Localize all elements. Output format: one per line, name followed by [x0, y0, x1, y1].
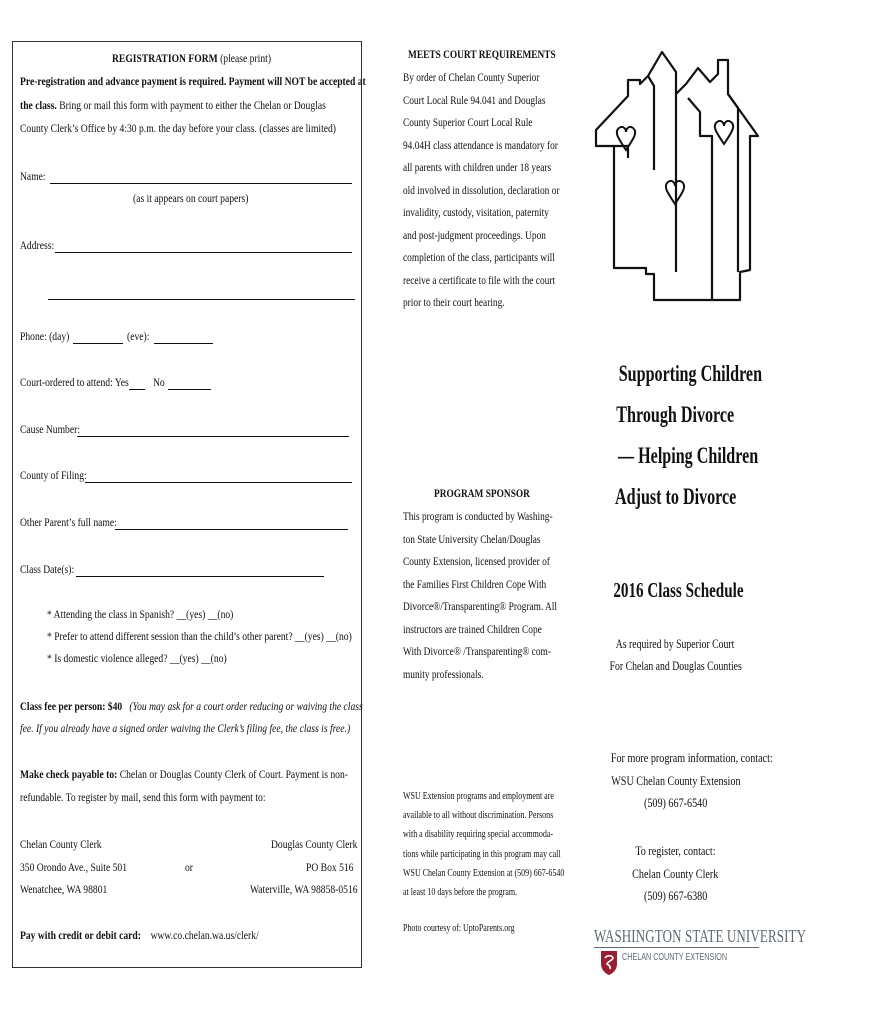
address-field-1[interactable]	[55, 252, 352, 253]
nondiscrimination-line: with a disability requiring special accommoda-	[403, 829, 554, 841]
pay-url-link[interactable]: www.co.chelan.wa.us/clerk/	[150, 928, 259, 942]
name-hint: (as it appears on court papers)	[133, 191, 249, 205]
program-sponsor-text	[403, 505, 600, 685]
intro-line-1: Pre-registration and advance payment is required. Payment will NOT be accepted at	[20, 74, 366, 88]
nondiscrimination-line: tions while participating in this program may call	[403, 848, 561, 860]
photo-credit: Photo courtesy of: UptoParents.org	[403, 922, 515, 934]
court-ordered-no-label: No	[153, 375, 165, 389]
other-parent-label: Other Parent’s full name:	[20, 515, 117, 529]
program-sponsor-line: ton State University Chelan/Douglas	[403, 531, 541, 546]
register-contact: To register, contact: Chelan County Clerk (509) 667-6380	[632, 843, 719, 903]
meets-requirements-line: County Superior Court Local Rule	[403, 115, 533, 129]
check-line-1: Make check payable to: Chelan or Douglas County Clerk of Court. Payment is non-	[20, 767, 348, 781]
meets-requirements-line: Court Local Rule 94.041 and Douglas	[403, 92, 546, 107]
program-sponsor-title: PROGRAM SPONSOR	[434, 486, 530, 500]
meets-requirements-line: prior to their court hearing.	[403, 295, 505, 309]
cover-title-line: Supporting Children	[618, 361, 763, 386]
nondiscrimination-text	[403, 787, 615, 902]
question-domestic-violence[interactable]: * Is domestic violence alleged? __(yes) __(no)	[47, 651, 227, 665]
program-sponsor-line: This program is conducted by Washing-	[403, 509, 553, 523]
phone-label: Phone: (day)	[20, 329, 70, 343]
cover-title	[588, 353, 763, 517]
fee-line-2: fee. If you already have a signed order waiving the Clerk’s filing fee, the class is free.)	[20, 721, 351, 735]
wsu-cougar-shield-icon	[600, 950, 618, 976]
chelan-clerk-address: 350 Orondo Ave., Suite 501	[20, 860, 128, 874]
intro-line-3: County Clerk’s Office by 4:30 p.m. the day before your class. (classes are limited)	[20, 121, 337, 135]
required-by-court: As required by Superior Court For Chelan and Douglas Counties	[609, 637, 742, 673]
chelan-clerk-name: Chelan County Clerk	[20, 837, 102, 851]
douglas-clerk-name: Douglas County Clerk	[271, 837, 358, 851]
contact-info: For more program information, contact: WSU Chelan County Extension (509) 667-6540	[610, 750, 773, 810]
form-title: REGISTRATION FORM (please print)	[112, 51, 272, 65]
court-ordered-yes-field[interactable]	[129, 389, 145, 390]
program-sponsor-line: munity professionals.	[403, 666, 484, 681]
meets-requirements-line: 94.04H class attendance is mandatory for	[403, 137, 558, 152]
program-sponsor-line: With Divorce® /Transparenting® com-	[403, 644, 551, 658]
meets-requirements-line: By order of Chelan County Superior	[403, 70, 540, 84]
county-label: County of Filing:	[20, 468, 87, 482]
cover-title-line: Adjust to Divorce	[614, 484, 737, 509]
douglas-clerk-address: PO Box 516	[306, 860, 354, 874]
cause-number-label: Cause Number:	[20, 422, 80, 436]
nondiscrimination-line: available to all without discrimination. Persons	[403, 810, 554, 822]
pay-line: Pay with credit or debit card: www.co.chelan.wa.us/clerk/	[20, 928, 259, 942]
class-dates-field[interactable]	[76, 576, 324, 577]
cause-number-field[interactable]	[77, 436, 349, 437]
class-dates-label: Class Date(s):	[20, 562, 75, 576]
chelan-clerk-city: Wenatchee, WA 98801	[20, 882, 108, 896]
cover-title-line: Through Divorce	[616, 402, 735, 427]
nondiscrimination-line: WSU Extension programs and employment are	[403, 791, 554, 802]
meets-requirements-line: receive a certificate to file with the court	[403, 272, 556, 287]
question-spanish[interactable]: * Attending the class in Spanish? __(yes) __(no)	[47, 607, 234, 621]
meets-requirements-title: MEETS COURT REQUIREMENTS	[408, 47, 556, 61]
program-sponsor-line: the Families First Children Cope With	[403, 576, 547, 591]
program-sponsor-line: instructors are trained Children Cope	[403, 621, 542, 636]
court-ordered-label: Court-ordered to attend: Yes	[20, 375, 129, 389]
address-label: Address:	[20, 238, 55, 252]
cover-title-line: — Helping Children	[618, 443, 759, 468]
name-label: Name:	[20, 169, 46, 183]
other-parent-field[interactable]	[115, 529, 348, 530]
question-different-session[interactable]: * Prefer to attend different session than the child’s other parent? __(yes) __(no)	[47, 629, 352, 643]
name-field[interactable]	[50, 183, 352, 184]
meets-requirements-line: old involved in dissolution, declaration or	[403, 182, 560, 197]
meets-requirements-line: and post-judgment proceedings. Upon	[403, 227, 546, 242]
meets-requirements-line: completion of the class, participants will	[403, 250, 555, 264]
phone-day-field[interactable]	[73, 343, 123, 344]
address-field-2[interactable]	[48, 299, 355, 300]
fee-line-1: Class fee per person: $40 (You may ask for a court order reducing or waiving the class	[20, 699, 363, 713]
registration-form	[12, 41, 362, 968]
check-line-2: refundable. To register by mail, send this form with payment to:	[20, 790, 266, 804]
phone-eve-label: (eve):	[127, 329, 150, 343]
meets-requirements-line: invalidity, custody, visitation, paternity	[403, 205, 549, 219]
program-sponsor-line: County Extension, licensed provider of	[403, 554, 550, 568]
program-sponsor-line: Divorce®/Transparenting® Program. All	[403, 599, 558, 613]
meets-requirements-text	[403, 66, 604, 314]
intro-line-2: the class. Bring or mail this form with payment to either the Chelan or Douglas	[20, 98, 326, 112]
nondiscrimination-line: WSU Chelan County Extension at (509) 667-6540	[403, 867, 565, 879]
phone-eve-field[interactable]	[154, 343, 213, 344]
wsu-logo: WASHINGTON STATE UNIVERSITY CHELAN COUNTY EXTENSION	[594, 926, 766, 988]
nondiscrimination-line: at least 10 days before the program.	[403, 887, 518, 899]
or-text: or	[185, 860, 193, 874]
class-schedule-heading: 2016 Class Schedule	[613, 578, 744, 602]
meets-requirements-line: all parents with children under 18 years	[403, 160, 552, 174]
county-field[interactable]	[85, 482, 352, 483]
houses-illustration	[588, 38, 763, 308]
court-ordered-no-field[interactable]	[168, 389, 211, 390]
douglas-clerk-city: Waterville, WA 98858-0516	[250, 882, 358, 896]
